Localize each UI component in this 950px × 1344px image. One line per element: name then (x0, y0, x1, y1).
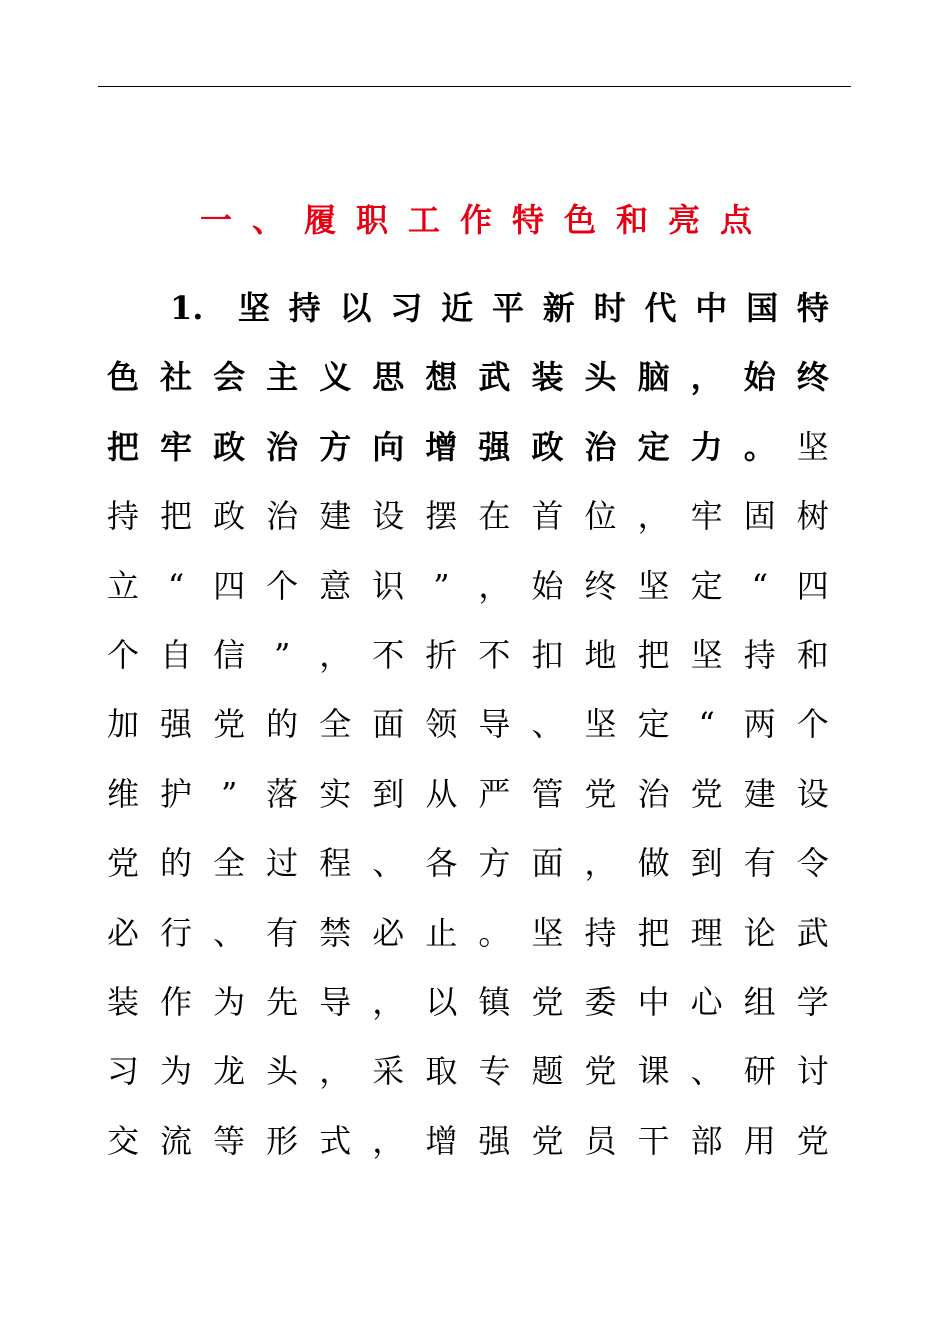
text-char: ， (372, 982, 405, 1021)
text-char: 部 (690, 1121, 723, 1160)
text-char: 课 (637, 1052, 670, 1091)
text-char: 扣 (531, 635, 564, 674)
text-char: 坚 (637, 566, 670, 605)
heading-char: 作 (460, 201, 493, 239)
text-char: “ (167, 566, 185, 605)
text-char: 固 (743, 497, 776, 536)
text-char: 管 (531, 774, 564, 813)
text-char: 组 (743, 982, 776, 1021)
text-char: 持 (288, 289, 321, 327)
text-char: 实 (319, 774, 352, 813)
text-char: 取 (425, 1052, 458, 1091)
text-char: 专 (478, 1052, 511, 1091)
text-char: 强 (478, 427, 511, 466)
text-char: 社 (160, 358, 193, 397)
text-char: 政 (213, 497, 246, 536)
text-char: 习 (106, 1052, 139, 1091)
text-char: 个 (106, 635, 139, 674)
text-char: 时 (593, 289, 626, 327)
text-char: 党 (690, 774, 723, 813)
text-char: 想 (425, 358, 458, 397)
text-char: ” (433, 566, 450, 605)
text-char: ， (372, 1121, 405, 1160)
text-char: 止 (425, 913, 458, 952)
text-line (104, 968, 832, 1037)
text-char: 四 (796, 566, 829, 605)
text-char: 护 (160, 774, 193, 813)
text-char: 心 (690, 982, 723, 1021)
text-char: 折 (425, 635, 458, 674)
text-char: 特 (796, 289, 829, 327)
text-char: 治 (266, 497, 299, 536)
text-char: 持 (584, 913, 617, 952)
text-char: 树 (796, 497, 829, 536)
heading-char: 职 (356, 201, 389, 239)
text-char: 。 (743, 427, 776, 466)
text-char: 主 (266, 358, 299, 397)
text-line (104, 552, 832, 621)
text-char: 四 (213, 566, 246, 605)
text-line (104, 413, 832, 482)
text-char: 摆 (425, 497, 458, 536)
text-char: 程 (319, 844, 352, 883)
text-char: 首 (531, 497, 564, 536)
text-char: 从 (425, 774, 458, 813)
text-char: 、 (531, 705, 564, 744)
text-char: 党 (213, 705, 246, 744)
text-char: 党 (584, 1052, 617, 1091)
header-rule (98, 86, 851, 87)
text-char: 把 (160, 497, 193, 536)
text-char: 持 (106, 497, 139, 536)
section-heading (0, 188, 950, 252)
text-char: 学 (796, 982, 829, 1021)
text-line (104, 690, 832, 759)
text-char: 意 (319, 566, 352, 605)
text-line (104, 899, 832, 968)
text-char: 向 (372, 427, 405, 466)
heading-char: 履 (304, 201, 337, 239)
text-char: 头 (584, 358, 617, 397)
text-char: 流 (160, 1121, 193, 1160)
text-char: 到 (372, 774, 405, 813)
text-char: 龙 (213, 1052, 246, 1091)
text-char: 坚 (584, 705, 617, 744)
text-char: ， (478, 566, 511, 605)
text-char: 讨 (796, 1052, 829, 1091)
text-char: 牢 (160, 427, 193, 466)
text-char: 不 (478, 635, 511, 674)
text-char: 代 (644, 289, 677, 327)
text-char: ， (584, 844, 617, 883)
heading-char: 、 (252, 201, 285, 239)
text-char: 采 (372, 1052, 405, 1091)
text-char: 党 (531, 982, 564, 1021)
text-char: 习 (390, 289, 423, 327)
text-char: 、 (372, 844, 405, 883)
text-char: ， (319, 1052, 352, 1091)
text-char: 加 (106, 705, 139, 744)
heading-char: 特 (512, 201, 545, 239)
text-char: 始 (743, 358, 776, 397)
text-char: 各 (425, 844, 458, 883)
text-line (104, 274, 832, 343)
text-char: 令 (796, 844, 829, 883)
text-line (104, 343, 832, 412)
text-char: 增 (425, 1121, 458, 1160)
text-char: 为 (213, 982, 246, 1021)
text-char: 把 (637, 635, 670, 674)
text-char: 信 (213, 635, 246, 674)
text-char: 形 (266, 1121, 299, 1160)
text-char: 导 (319, 982, 352, 1021)
text-char: 强 (160, 705, 193, 744)
text-char: 近 (441, 289, 474, 327)
text-char: 等 (213, 1121, 246, 1160)
text-char: 方 (478, 844, 511, 883)
text-line (104, 1107, 832, 1176)
text-char: 过 (266, 844, 299, 883)
text-char: 先 (266, 982, 299, 1021)
text-char: 、 (690, 1052, 723, 1091)
text-char: 全 (213, 844, 246, 883)
text-char: 党 (584, 774, 617, 813)
text-char: 交 (106, 1121, 139, 1160)
text-char: 脑 (637, 358, 670, 397)
text-char: 定 (637, 705, 670, 744)
text-line (104, 621, 832, 690)
text-line (104, 829, 832, 898)
text-char: 政 (531, 427, 564, 466)
text-char: 定 (637, 427, 670, 466)
text-char: 中 (695, 289, 728, 327)
text-char: 新 (542, 289, 575, 327)
text-char: 在 (478, 497, 511, 536)
text-char: 的 (266, 705, 299, 744)
text-char: 会 (213, 358, 246, 397)
text-char: 式 (319, 1121, 352, 1160)
text-char: 落 (266, 774, 299, 813)
text-char: ， (637, 497, 670, 536)
text-char: 导 (478, 705, 511, 744)
text-char: 地 (584, 635, 617, 674)
text-char: 中 (637, 982, 670, 1021)
text-char: 党 (106, 844, 139, 883)
text-char: 1. (170, 289, 204, 327)
text-char: 必 (372, 913, 405, 952)
text-char: 持 (743, 635, 776, 674)
text-char: ” (220, 774, 238, 813)
text-char: 行 (160, 913, 193, 952)
heading-char: 一 (200, 201, 233, 239)
heading-char: 亮 (668, 201, 701, 239)
body-text (104, 274, 832, 1176)
text-char: “ (698, 705, 715, 744)
text-char: 为 (160, 1052, 193, 1091)
text-char: 严 (478, 774, 511, 813)
text-char: 党 (796, 1121, 829, 1160)
text-char: 员 (584, 1121, 617, 1160)
text-char: 两 (743, 705, 776, 744)
heading-char: 工 (408, 201, 441, 239)
text-char: 治 (637, 774, 670, 813)
text-char: 把 (106, 427, 139, 466)
text-char: 必 (106, 913, 139, 952)
text-char: 论 (743, 913, 776, 952)
text-char: 的 (160, 844, 193, 883)
text-char: 建 (743, 774, 776, 813)
text-char: 到 (690, 844, 723, 883)
text-char: 色 (106, 358, 139, 397)
text-char: 始 (531, 566, 564, 605)
text-char: 建 (319, 497, 352, 536)
text-char: 坚 (796, 427, 829, 466)
text-char: 设 (372, 497, 405, 536)
text-char: 、 (213, 913, 246, 952)
text-char: 终 (584, 566, 617, 605)
text-char: 装 (531, 358, 564, 397)
text-char: 治 (266, 427, 299, 466)
text-char: 定 (690, 566, 723, 605)
text-char: 识 (372, 566, 405, 605)
text-char: 牢 (690, 497, 723, 536)
text-char: 。 (478, 913, 511, 952)
text-char: 作 (160, 982, 193, 1021)
text-char: 用 (743, 1121, 776, 1160)
text-char: 设 (796, 774, 829, 813)
text-line (104, 760, 832, 829)
heading-char: 和 (616, 201, 649, 239)
text-char: 做 (637, 844, 670, 883)
text-char: 面 (531, 844, 564, 883)
text-char: 以 (339, 289, 372, 327)
text-char: 坚 (690, 635, 723, 674)
heading-char: 色 (564, 201, 597, 239)
text-char: 力 (690, 427, 723, 466)
text-char: 终 (796, 358, 829, 397)
text-char: 头 (266, 1052, 299, 1091)
text-char: 位 (584, 497, 617, 536)
text-char: 干 (637, 1121, 670, 1160)
text-char: 治 (584, 427, 617, 466)
text-char: 题 (531, 1052, 564, 1091)
text-char: 强 (478, 1121, 511, 1160)
text-line (104, 482, 832, 551)
text-char: 党 (531, 1121, 564, 1160)
text-char: 装 (106, 982, 139, 1021)
text-char: 平 (491, 289, 524, 327)
text-char: 武 (796, 913, 829, 952)
text-char: 方 (319, 427, 352, 466)
text-char: “ (751, 566, 768, 605)
text-char: 立 (106, 566, 139, 605)
text-char: 维 (106, 774, 139, 813)
text-char: 有 (743, 844, 776, 883)
text-char: 思 (372, 358, 405, 397)
text-char: 委 (584, 982, 617, 1021)
text-char: ， (690, 358, 723, 397)
text-char: 坚 (237, 289, 270, 327)
text-char: 个 (266, 566, 299, 605)
text-char: 研 (743, 1052, 776, 1091)
text-char: 把 (637, 913, 670, 952)
text-char: 和 (796, 635, 829, 674)
text-char: 面 (372, 705, 405, 744)
text-char: 理 (690, 913, 723, 952)
text-char: 个 (796, 705, 829, 744)
text-char: 镇 (478, 982, 511, 1021)
text-char: 全 (319, 705, 352, 744)
text-char: 坚 (531, 913, 564, 952)
text-line (104, 1037, 832, 1106)
heading-char: 点 (720, 201, 753, 239)
text-char: 义 (319, 358, 352, 397)
text-char: 禁 (319, 913, 352, 952)
text-char: 国 (746, 289, 779, 327)
text-char: 不 (372, 635, 405, 674)
text-char: 以 (425, 982, 458, 1021)
text-char: 政 (213, 427, 246, 466)
text-char: 增 (425, 427, 458, 466)
text-char: 自 (160, 635, 193, 674)
text-char: 武 (478, 358, 511, 397)
text-char: 领 (425, 705, 458, 744)
text-char: ” (274, 635, 291, 674)
text-char: ， (319, 635, 352, 674)
text-char: 有 (266, 913, 299, 952)
